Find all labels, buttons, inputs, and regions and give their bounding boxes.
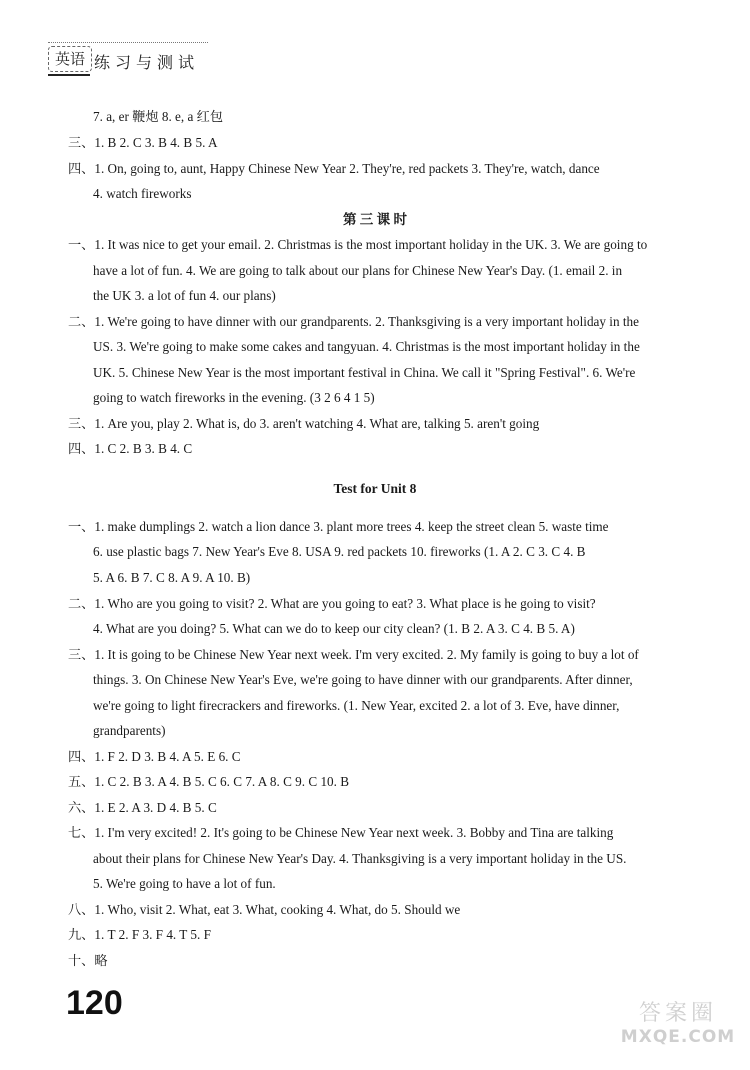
answer-line: 一、1. It was nice to get your email. 2. Christmas is the most important holiday in the UK. 3. We are going to (68, 237, 648, 252)
watermark (618, 996, 738, 1047)
answer-line: 四、1. On, going to, aunt, Happy Chinese New Year 2. They're, red packets 3. They're, watch, dance (68, 161, 600, 176)
section-title-test-unit8: Test for Unit 8 (333, 481, 417, 496)
answer-line: grandparents) (93, 723, 166, 738)
answer-line: 7. a, er 鞭炮 8. e, a 红包 (93, 109, 224, 124)
answer-line: the UK 3. a lot of fun 4. our plans) (93, 288, 276, 303)
answer-line: about their plans for Chinese New Year's Day. 4. Thanksgiving is a very important holiday in the US. (93, 851, 627, 866)
header-underline (48, 74, 90, 76)
answer-line: things. 3. On Chinese New Year's Eve, we're going to have dinner with our grandparents. After dinner, (93, 672, 633, 687)
answer-line: 七、1. I'm very excited! 2. It's going to be Chinese New Year next week. 3. Bobby and Tina are talking (68, 825, 614, 840)
answer-line: 5. We're going to have a lot of fun. (93, 876, 276, 891)
page-header (48, 42, 208, 82)
answer-line: we're going to light firecrackers and fireworks. (1. New Year, excited 2. a lot of 3. Eve, have dinner, (93, 698, 620, 713)
answer-line: 一、1. make dumplings 2. watch a lion dance 3. plant more trees 4. keep the street clean 5. waste time (68, 519, 609, 534)
subject-label: 英语 (48, 46, 92, 72)
answer-line: 4. watch fireworks (93, 186, 192, 201)
answer-line: 四、1. C 2. B 3. B 4. C (68, 441, 193, 456)
answer-line: US. 3. We're going to make some cakes and tangyuan. 4. Christmas is the most important holiday in the (93, 339, 640, 354)
page-number: 120 (66, 984, 123, 1022)
watermark-url: MXQE.COM (620, 1027, 736, 1047)
header-dotted-rule (48, 42, 208, 43)
answer-line: 5. A 6. B 7. C 8. A 9. A 10. B) (93, 570, 251, 585)
answer-line: 六、1. E 2. A 3. D 4. B 5. C (68, 800, 217, 815)
answer-line: 九、1. T 2. F 3. F 4. T 5. F (68, 927, 211, 942)
answer-line: have a lot of fun. 4. We are going to talk about our plans for Chinese New Year's Day. (1. email 2. in (93, 263, 623, 278)
answer-line: 三、1. Are you, play 2. What is, do 3. aren't watching 4. What are, talking 5. aren't going (68, 416, 540, 431)
answer-line: 6. use plastic bags 7. New Year's Eve 8. USA 9. red packets 10. fireworks (1. A 2. C 3. C 4. B (93, 544, 586, 559)
watermark-logo-text: 答案圈 (638, 1001, 717, 1026)
answer-line: 二、1. We're going to have dinner with our grandparents. 2. Thanksgiving is a very important holiday in the (68, 314, 639, 329)
book-title: 练习与测试 (94, 53, 200, 72)
section-title-lesson3: 第 三 课 时 (342, 212, 408, 227)
answer-line: 二、1. Who are you going to visit? 2. What are you going to eat? 3. What place is he going to visit? (68, 596, 596, 611)
answer-line: 四、1. F 2. D 3. B 4. A 5. E 6. C (68, 749, 241, 764)
answer-line: going to watch fireworks in the evening. (3 2 6 4 1 5) (93, 390, 375, 405)
answer-line: 三、1. B 2. C 3. B 4. B 5. A (68, 135, 218, 150)
answer-line: 五、1. C 2. B 3. A 4. B 5. C 6. C 7. A 8. C 9. C 10. B (68, 774, 350, 789)
answer-line: 八、1. Who, visit 2. What, eat 3. What, cooking 4. What, do 5. Should we (68, 902, 461, 917)
answer-line: 三、1. It is going to be Chinese New Year next week. I'm very excited. 2. My family is going to buy a lot of (68, 647, 639, 662)
answer-line: 十、略 (68, 953, 108, 968)
answer-line: 4. What are you doing? 5. What can we do to keep our city clean? (1. B 2. A 3. C 4. B 5. A) (93, 621, 575, 636)
answer-line: UK. 5. Chinese New Year is the most important festival in China. We call it "Spring Festival". 6. We're (93, 365, 636, 380)
